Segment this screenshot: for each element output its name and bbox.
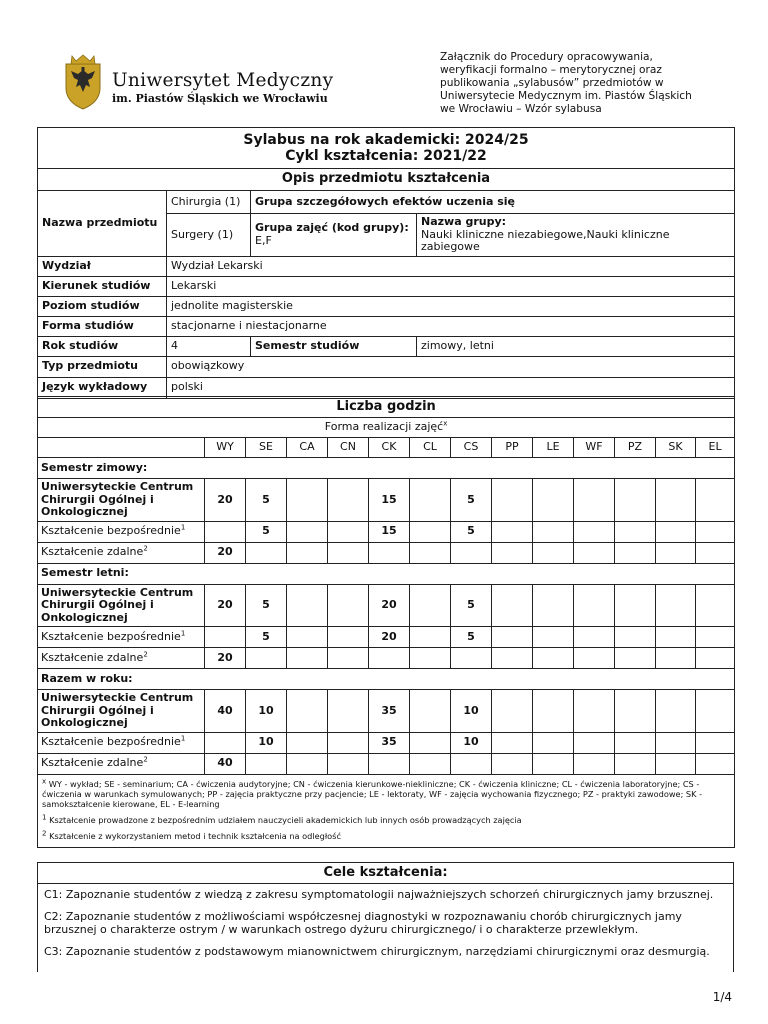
annex-note: [440, 51, 740, 116]
class-group-label: Grupa zajęć (kod grupy):: [255, 221, 409, 235]
hours-cell: [533, 584, 574, 627]
table-row: [38, 521, 735, 542]
hours-cell: [328, 627, 369, 648]
remote-label: Kształcenie zdalne: [41, 650, 144, 664]
hours-cell: [615, 542, 656, 563]
group-name-label: Nazwa grupy:: [421, 215, 507, 228]
hours-cell: [615, 753, 656, 774]
hours-cell: [328, 521, 369, 542]
table-row: [38, 336, 735, 356]
hours-cell: [492, 732, 533, 753]
hours-cell: [696, 690, 735, 733]
semester-label: Semestr studiów: [251, 336, 417, 356]
hours-cell: [287, 627, 328, 648]
direct-label-cell: [38, 732, 205, 753]
block-header: Semestr letni:: [38, 563, 735, 584]
hours-cell: [287, 542, 328, 563]
hours-cell: [410, 753, 451, 774]
subject-name-en: Surgery (1): [167, 214, 251, 257]
hours-cell: [615, 479, 656, 522]
goal-item: C1: Zapoznanie studentów z wiedzą z zakresu symptomatologii najważniejszych schorzeń chirurgicznych jamy brzusznej.: [44, 888, 714, 901]
hours-table: [37, 396, 735, 848]
hours-cell: [574, 732, 615, 753]
hours-cell: [492, 627, 533, 648]
hours-cell: [492, 521, 533, 542]
hours-cell: [574, 521, 615, 542]
field-label: Wydział: [38, 256, 167, 276]
hours-cell: [533, 542, 574, 563]
goal-item: C3: Zapoznanie studentów z podstawowym mianownictwem chirurgicznym, narzędziami chirurgicznymi oraz desmurgią.: [44, 945, 710, 958]
hours-cell: [615, 690, 656, 733]
table-row: [38, 542, 735, 563]
hours-cell: [574, 542, 615, 563]
document-header: [0, 0, 768, 122]
hours-cell: [246, 753, 287, 774]
footnote-mark: 2: [143, 544, 148, 553]
hours-cell: [696, 753, 735, 774]
hours-cell: [205, 732, 246, 753]
section-title: Opis przedmiotu kształcenia: [38, 169, 735, 191]
goal-item: C2: Zapoznanie studentów z możliwościami współczesnej diagnostyki w rozpoznawaniu chorób chirurgicznych jamy brzusznej o charakterze ostrym / w warunkach ostrego dyżuru chirurgicznego/ i o charakterze przewlekłym.: [44, 910, 682, 936]
goals-title: Cele kształcenia:: [38, 863, 733, 884]
column-header: SE: [246, 438, 287, 458]
hours-cell: [696, 542, 735, 563]
hours-cell: [328, 479, 369, 522]
footnote-mark: 1: [180, 629, 186, 638]
hours-cell: [287, 521, 328, 542]
hours-cell: 20: [369, 627, 410, 648]
hours-cell: [410, 732, 451, 753]
semester-value: zimowy, letni: [417, 336, 735, 356]
hours-cell: [656, 648, 696, 669]
footnote-mark: 2: [143, 650, 148, 659]
hours-cell: [205, 627, 246, 648]
direct-label-cell: [38, 521, 205, 542]
form-label: Forma realizacji zajęć: [324, 420, 444, 434]
university-name: Uniwersytet Medyczny: [112, 70, 334, 91]
hours-cell: [615, 627, 656, 648]
field-value: stacjonarne i niestacjonarne: [167, 316, 735, 336]
table-row: [38, 356, 735, 377]
hours-cell: 15: [369, 479, 410, 522]
table-row: [38, 128, 735, 169]
hours-cell: [533, 690, 574, 733]
hours-cell: [696, 732, 735, 753]
university-subtitle: im. Piastów Śląskich we Wrocławiu: [112, 92, 328, 105]
hours-cell: 5: [246, 521, 287, 542]
column-header: PZ: [615, 438, 656, 458]
hours-cell: [328, 542, 369, 563]
header-blank: [38, 438, 205, 458]
remote-label-cell: [38, 648, 205, 669]
hours-cell: [492, 542, 533, 563]
hours-cell: [533, 648, 574, 669]
hours-cell: [287, 690, 328, 733]
hours-cell: [574, 753, 615, 774]
hours-cell: 20: [205, 584, 246, 627]
university-crest-icon: [62, 54, 104, 110]
hours-cell: 20: [205, 648, 246, 669]
hours-cell: 5: [451, 479, 492, 522]
syllabus-year: Sylabus na rok akademicki: 2024/25: [243, 132, 529, 148]
table-row: [38, 191, 735, 214]
hours-cell: [328, 584, 369, 627]
hours-title: Liczba godzin: [38, 397, 735, 418]
table-row: [38, 276, 735, 296]
hours-cell: 10: [451, 690, 492, 733]
hours-cell: [410, 542, 451, 563]
hours-cell: [656, 753, 696, 774]
hours-cell: [328, 648, 369, 669]
hours-cell: [656, 732, 696, 753]
hours-cell: [615, 521, 656, 542]
year-value: 4: [167, 336, 251, 356]
column-header: PP: [492, 438, 533, 458]
footnote-2: [42, 828, 730, 841]
hours-cell: 35: [369, 732, 410, 753]
hours-cell: [492, 753, 533, 774]
hours-cell: 40: [205, 690, 246, 733]
footnote-1-text: Kształcenie prowadzone z bezpośrednim udziałem nauczycieli akademickich lub innych osób prowadzących zajęcia: [49, 814, 522, 825]
hours-cell: [328, 753, 369, 774]
hours-cell: [574, 648, 615, 669]
column-header: CA: [287, 438, 328, 458]
table-row: [38, 690, 735, 733]
hours-cell: [533, 753, 574, 774]
hours-cell: [246, 648, 287, 669]
hours-cell: [451, 753, 492, 774]
group-name-cell: [417, 214, 735, 257]
footnotes: [38, 774, 735, 847]
remote-label: Kształcenie zdalne: [41, 756, 144, 770]
class-group-value: E,F: [255, 233, 272, 247]
hours-cell: 35: [369, 690, 410, 733]
hours-cell: [696, 479, 735, 522]
hours-cell: [696, 648, 735, 669]
hours-cell: [328, 690, 369, 733]
table-row: [38, 316, 735, 336]
table-row: [38, 418, 735, 438]
hours-cell: [205, 521, 246, 542]
direct-label: Kształcenie bezpośrednie: [41, 735, 181, 749]
annex-line: Uniwersytecie Medycznym im. Piastów Śląskich: [440, 90, 692, 102]
annex-line: Załącznik do Procedury opracowywania,: [440, 51, 653, 63]
table-row: [38, 438, 735, 458]
hours-cell: [574, 479, 615, 522]
hours-cell: [533, 732, 574, 753]
direct-label: Kształcenie bezpośrednie: [41, 524, 181, 538]
footnote-mark: 1: [42, 812, 47, 821]
type-label: Typ przedmiotu: [38, 356, 167, 377]
hours-cell: [287, 753, 328, 774]
hours-cell: 20: [369, 584, 410, 627]
hours-cell: [410, 584, 451, 627]
field-label: Forma studiów: [38, 316, 167, 336]
annex-line: we Wrocławiu – Wzór sylabusa: [440, 103, 602, 115]
hours-cell: [656, 627, 696, 648]
hours-cell: 20: [205, 542, 246, 563]
hours-cell: 40: [205, 753, 246, 774]
hours-cell: 5: [246, 479, 287, 522]
hours-cell: [533, 521, 574, 542]
footnote-mark: 1: [180, 734, 186, 743]
annex-line: publikowania „sylabusów” przedmiotów w: [440, 77, 664, 89]
goals-list: [38, 884, 733, 971]
hours-cell: 10: [246, 732, 287, 753]
footnote-mark: 2: [42, 828, 47, 837]
table-row: [38, 563, 735, 584]
column-header: WF: [574, 438, 615, 458]
hours-cell: [656, 690, 696, 733]
table-row: [38, 397, 735, 418]
table-row: [38, 732, 735, 753]
hours-cell: 15: [369, 521, 410, 542]
footnote-x: [42, 776, 730, 809]
footnote-mark: 1: [180, 523, 186, 532]
column-header: CN: [328, 438, 369, 458]
type-value: obowiązkowy: [167, 356, 735, 377]
year-label: Rok studiów: [38, 336, 167, 356]
table-row: [38, 669, 735, 690]
hours-cell: [656, 479, 696, 522]
field-value: Wydział Lekarski: [167, 256, 735, 276]
hours-cell: [287, 648, 328, 669]
field-label: Kierunek studiów: [38, 276, 167, 296]
page-number: 1/4: [712, 990, 732, 1004]
footnote-mark: x: [42, 776, 47, 785]
hours-cell: [287, 479, 328, 522]
hours-cell: [574, 627, 615, 648]
subject-description-table: [37, 127, 735, 399]
hours-cell: [328, 732, 369, 753]
hours-cell: [656, 521, 696, 542]
hours-cell: [369, 648, 410, 669]
hours-cell: [696, 584, 735, 627]
learning-goals: [37, 862, 734, 972]
hours-cell: 5: [246, 584, 287, 627]
remote-label-cell: [38, 753, 205, 774]
table-row: [38, 296, 735, 316]
hours-cell: [287, 732, 328, 753]
hours-cell: [615, 648, 656, 669]
table-row: [38, 627, 735, 648]
hours-cell: [656, 584, 696, 627]
hours-cell: [696, 627, 735, 648]
hours-cell: [369, 542, 410, 563]
hours-cell: [696, 521, 735, 542]
hours-cell: [492, 584, 533, 627]
hours-body: [38, 458, 735, 775]
hours-cell: [410, 479, 451, 522]
direct-label-cell: [38, 627, 205, 648]
column-header: SK: [656, 438, 696, 458]
hours-cell: [287, 584, 328, 627]
hours-cell: [492, 479, 533, 522]
table-row: [38, 169, 735, 191]
table-row: [38, 458, 735, 479]
table-row: [38, 648, 735, 669]
column-header: EL: [696, 438, 735, 458]
language-value: polski: [167, 377, 735, 398]
group-name-value: Nauki kliniczne niezabiegowe,Nauki kliniczne zabiegowe: [421, 227, 670, 253]
column-header: LE: [533, 438, 574, 458]
hours-cell: 10: [451, 732, 492, 753]
table-row: [38, 256, 735, 276]
subject-name-pl: Chirurgia (1): [167, 191, 251, 214]
hours-cell: [574, 690, 615, 733]
remote-label-cell: [38, 542, 205, 563]
remote-label: Kształcenie zdalne: [41, 545, 144, 559]
block-header: Semestr zimowy:: [38, 458, 735, 479]
hours-cell: [246, 542, 287, 563]
hours-cell: [410, 521, 451, 542]
hours-cell: 5: [246, 627, 287, 648]
unit-name: Uniwersyteckie Centrum Chirurgii Ogólnej i Onkologicznej: [38, 690, 205, 733]
unit-name: Uniwersyteckie Centrum Chirurgii Ogólnej i Onkologicznej: [38, 584, 205, 627]
table-row: [38, 377, 735, 398]
field-label: Poziom studiów: [38, 296, 167, 316]
column-header: CL: [410, 438, 451, 458]
hours-cell: [574, 584, 615, 627]
hours-cell: 10: [246, 690, 287, 733]
table-row: [38, 753, 735, 774]
form-label-cell: [38, 418, 735, 438]
outcomes-group-label: Grupa szczegółowych efektów uczenia się: [251, 191, 735, 214]
table-row: [38, 479, 735, 522]
unit-name: Uniwersyteckie Centrum Chirurgii Ogólnej i Onkologicznej: [38, 479, 205, 522]
footnote-1: [42, 812, 730, 825]
hours-cell: 5: [451, 584, 492, 627]
footnote-mark: 2: [143, 755, 148, 764]
syllabus-cycle: Cykl kształcenia: 2021/22: [285, 148, 487, 164]
hours-cell: 20: [205, 479, 246, 522]
footnote-2-text: Kształcenie z wykorzystaniem metod i technik kształcenia na odległość: [49, 830, 341, 841]
annex-line: weryfikacji formalno – merytorycznej oraz: [440, 64, 662, 76]
subject-label: Nazwa przedmiotu: [38, 191, 167, 257]
column-header: WY: [205, 438, 246, 458]
hours-cell: [451, 648, 492, 669]
hours-cell: [615, 584, 656, 627]
language-label: Język wykładowy: [38, 377, 167, 398]
block-header: Razem w roku:: [38, 669, 735, 690]
hours-cell: [410, 690, 451, 733]
hours-cell: [533, 479, 574, 522]
footnote-x-text: WY - wykład; SE - seminarium; CA - ćwiczenia audytoryjne; CN - ćwiczenia kierunkowe-niekliniczne; CK - ćwiczenia kliniczne; CL - ćwiczenia laboratoryjne; CS - ćwiczenia w warunkach symulowanych; PP - zajęcia praktyczne przy pacjencie; LE - lektoraty, WF - zajęcia wychowania fizycznego; PZ - praktyki zawodowe; SK - samokształcenie kierowane, EL - E-learning: [42, 778, 703, 809]
field-value: Lekarski: [167, 276, 735, 296]
form-footnote-mark: x: [443, 419, 448, 428]
class-group-cell: [251, 214, 417, 257]
hours-cell: [410, 648, 451, 669]
hours-cell: [410, 627, 451, 648]
hours-cell: [451, 542, 492, 563]
table-row: [38, 584, 735, 627]
hours-cell: 5: [451, 627, 492, 648]
hours-cell: [615, 732, 656, 753]
hours-cell: [533, 627, 574, 648]
direct-label: Kształcenie bezpośrednie: [41, 629, 181, 643]
hours-cell: [656, 542, 696, 563]
hours-cell: [492, 648, 533, 669]
hours-cell: [369, 753, 410, 774]
column-header: CK: [369, 438, 410, 458]
hours-cell: 5: [451, 521, 492, 542]
table-row: [38, 774, 735, 847]
column-header: CS: [451, 438, 492, 458]
syllabus-title: [38, 128, 735, 169]
hours-cell: [492, 690, 533, 733]
field-value: jednolite magisterskie: [167, 296, 735, 316]
